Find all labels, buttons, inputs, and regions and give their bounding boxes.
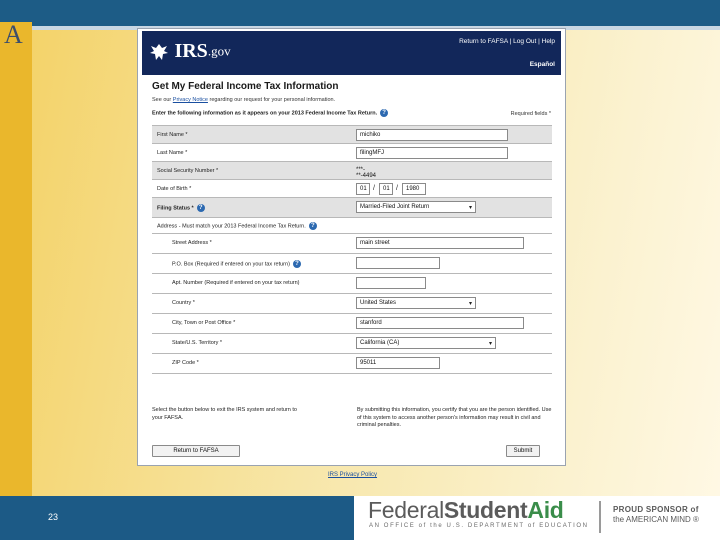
chevron-down-icon: ▾ bbox=[468, 205, 472, 211]
apt-row bbox=[152, 274, 552, 294]
exit-instructions: Select the button below to exit the IRS system and return to your FAFSA. bbox=[152, 407, 297, 421]
dob-label: Date of Birth * bbox=[157, 186, 192, 192]
slide-left-strip bbox=[0, 22, 32, 496]
filing-status-select[interactable] bbox=[356, 201, 476, 213]
irs-logo-text: IRS bbox=[174, 40, 208, 62]
privacy-suffix: regarding our request for your personal information. bbox=[207, 97, 336, 103]
street-row bbox=[152, 234, 552, 254]
filing-status-label-wrap bbox=[157, 204, 205, 212]
irs-screenshot bbox=[137, 28, 566, 478]
ssn-label: Social Security Number * bbox=[157, 168, 219, 174]
instruction-line bbox=[152, 109, 388, 117]
fsa-title-aid: Aid bbox=[527, 497, 564, 523]
page-title: Get My Federal Income Tax Information bbox=[152, 81, 339, 92]
first-name-row bbox=[152, 126, 552, 144]
zip-row bbox=[152, 354, 552, 374]
privacy-notice-line bbox=[152, 97, 335, 103]
irs-logo-gov: .gov bbox=[207, 43, 231, 59]
fsa-title bbox=[368, 497, 564, 524]
ssn-row bbox=[152, 162, 552, 180]
last-name-row bbox=[152, 144, 552, 162]
required-fields-note: Required fields * bbox=[510, 111, 551, 117]
pobox-label-wrap bbox=[172, 260, 301, 268]
dob-row bbox=[152, 180, 552, 198]
help-icon[interactable]: ? bbox=[197, 204, 205, 212]
filing-status-label: Filing Status * bbox=[157, 205, 194, 212]
apt-label: Apt. Number (Required if entered on your tax return) bbox=[172, 280, 300, 286]
chevron-down-icon: ▾ bbox=[488, 341, 492, 347]
state-label: State/U.S. Territory * bbox=[172, 340, 223, 346]
zip-input[interactable]: 95011 bbox=[356, 357, 440, 369]
city-row bbox=[152, 314, 552, 334]
sponsor-tagline bbox=[613, 505, 699, 525]
nav-return-to-fafsa[interactable]: Return to FAFSA bbox=[459, 38, 508, 45]
irs-privacy-policy-link[interactable]: IRS Privacy Policy bbox=[328, 472, 378, 478]
filing-status-row bbox=[152, 198, 552, 218]
irs-logo[interactable] bbox=[148, 40, 231, 63]
privacy-notice-link[interactable]: Privacy Notice bbox=[172, 97, 208, 103]
corner-letter: A bbox=[4, 20, 23, 49]
irs-content bbox=[142, 75, 561, 478]
pobox-row bbox=[152, 254, 552, 274]
city-label: City, Town or Post Office * bbox=[172, 320, 236, 326]
first-name-input[interactable]: michiko bbox=[356, 129, 508, 141]
irs-top-nav bbox=[459, 38, 555, 45]
sponsor-line-2: the AMERICAN MIND ® bbox=[613, 515, 699, 524]
filing-status-value: Married-Filed Joint Return bbox=[360, 204, 430, 210]
logo-divider bbox=[599, 501, 601, 533]
state-select[interactable] bbox=[356, 337, 496, 349]
dob-month-input[interactable]: 01 bbox=[356, 183, 370, 195]
apt-input[interactable] bbox=[356, 277, 426, 289]
dob-separator: / bbox=[396, 185, 398, 192]
tax-info-form bbox=[152, 125, 552, 374]
dob-year-input[interactable]: 1980 bbox=[402, 183, 426, 195]
country-select[interactable] bbox=[356, 297, 476, 309]
fsa-subtitle: AN OFFICE of the U.S. DEPARTMENT of EDUCATION bbox=[369, 523, 589, 529]
slide-page-number: 23 bbox=[48, 512, 59, 522]
slide-top-bar bbox=[0, 0, 720, 26]
help-icon[interactable]: ? bbox=[293, 260, 301, 268]
fsa-title-student: Student bbox=[443, 497, 528, 523]
privacy-prefix: See our bbox=[152, 97, 173, 103]
ssn-value: ***-**-4494 bbox=[356, 167, 377, 179]
address-heading: Address - Must match your 2013 Federal Income Tax Return. bbox=[157, 223, 306, 230]
dob-separator: / bbox=[373, 185, 375, 192]
sponsor-line-1: PROUD SPONSOR of bbox=[613, 505, 699, 514]
help-icon[interactable]: ? bbox=[309, 222, 317, 230]
address-heading-wrap bbox=[157, 222, 317, 230]
fsa-title-federal: Federal bbox=[368, 497, 444, 523]
country-row bbox=[152, 294, 552, 314]
nav-separator: | bbox=[507, 38, 514, 45]
certification-text: By submitting this information, you certify that you are the person identified. Use of this system to access another person's information may result in civil and criminal penalties. bbox=[357, 407, 552, 428]
zip-label: ZIP Code * bbox=[172, 360, 199, 366]
dob-day-input[interactable]: 01 bbox=[379, 183, 393, 195]
pobox-label: P.O. Box (Required if entered on your tax return) bbox=[172, 261, 290, 268]
help-icon[interactable]: ? bbox=[380, 109, 388, 117]
eagle-icon bbox=[148, 41, 170, 63]
state-value: California (CA) bbox=[360, 340, 400, 346]
country-label: Country * bbox=[172, 300, 195, 306]
nav-log-out[interactable]: Log Out bbox=[513, 38, 537, 45]
street-label: Street Address * bbox=[172, 240, 212, 246]
espanol-link[interactable]: Español bbox=[529, 61, 555, 68]
city-input[interactable]: stanford bbox=[356, 317, 524, 329]
last-name-label: Last Name * bbox=[157, 150, 188, 156]
first-name-label: First Name * bbox=[157, 132, 188, 138]
chevron-down-icon: ▾ bbox=[468, 301, 472, 307]
last-name-input[interactable]: filingMFJ bbox=[356, 147, 508, 159]
address-heading-row bbox=[152, 218, 552, 234]
submit-button[interactable]: Submit bbox=[506, 445, 540, 457]
irs-header bbox=[142, 31, 561, 75]
street-input[interactable]: main street bbox=[356, 237, 524, 249]
pobox-input[interactable] bbox=[356, 257, 440, 269]
nav-separator: | bbox=[536, 38, 542, 45]
instruction-text: Enter the following information as it appears on your 2013 Federal Income Tax Return. bbox=[152, 110, 378, 117]
return-to-fafsa-button[interactable]: Return to FAFSA bbox=[152, 445, 240, 457]
country-value: United States bbox=[360, 300, 397, 306]
state-row bbox=[152, 334, 552, 354]
nav-help[interactable]: Help bbox=[541, 38, 555, 45]
